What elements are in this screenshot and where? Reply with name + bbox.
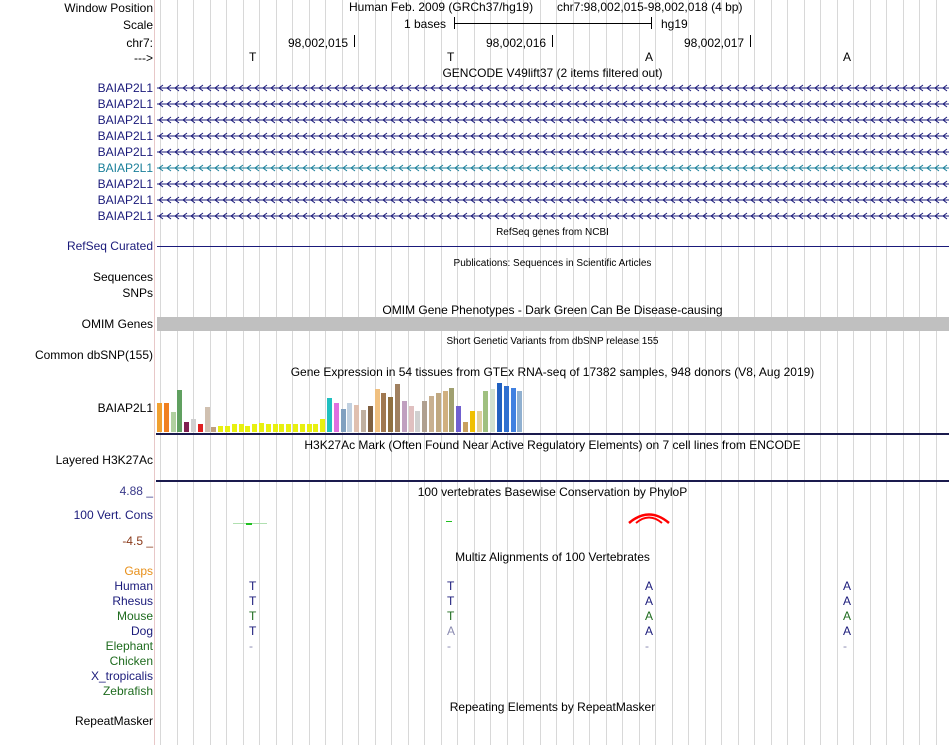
multiz-base: A — [843, 624, 852, 638]
gtex-label[interactable]: BAIAP2L1 — [97, 401, 153, 415]
repeatmasker-title: Repeating Elements by RepeatMasker — [449, 700, 656, 714]
multiz-species-label[interactable]: Chicken — [109, 654, 153, 668]
gencode-gene-label[interactable]: BAIAP2L1 — [97, 81, 153, 95]
multiz-base: A — [447, 624, 456, 638]
label-column-divider — [154, 0, 155, 745]
multiz-base: T — [249, 579, 257, 593]
gtex-bar[interactable] — [279, 424, 284, 432]
gtex-bar[interactable] — [409, 406, 414, 432]
position-title[interactable]: chr7:98,002,015-98,002,018 (4 bp) — [557, 0, 743, 14]
scale-text: 1 bases — [404, 17, 447, 31]
gtex-bar[interactable] — [347, 403, 352, 432]
snps-label[interactable]: SNPs — [122, 286, 153, 300]
dbsnp-title: Short Genetic Variants from dbSNP release 155 — [446, 336, 659, 347]
gtex-bar[interactable] — [477, 411, 482, 432]
gtex-title: Gene Expression in 54 tissues from GTEx RNA-seq of 17382 samples, 948 donors (V8, Aug 2019) — [290, 365, 815, 379]
phylop-label[interactable]: 100 Vert. Cons — [73, 508, 153, 522]
phylop-peak — [628, 512, 670, 524]
gtex-bar[interactable] — [211, 427, 216, 432]
gencode-gene-line[interactable] — [157, 162, 949, 174]
gencode-gene-line[interactable] — [157, 194, 949, 206]
gtex-bar[interactable] — [361, 410, 366, 432]
omim-title: OMIM Gene Phenotypes - Dark Green Can Be Disease-causing — [382, 303, 723, 317]
gtex-bar[interactable] — [293, 424, 298, 432]
multiz-base: - — [645, 639, 649, 653]
gtex-bar[interactable] — [266, 424, 271, 432]
gtex-bar[interactable] — [463, 422, 468, 432]
refseq-label[interactable]: RefSeq Curated — [66, 239, 153, 253]
multiz-species-label[interactable]: Dog — [130, 624, 153, 638]
base-2: T — [447, 50, 455, 64]
gtex-bar[interactable] — [354, 405, 359, 432]
multiz-base: T — [447, 594, 455, 608]
gtex-bar[interactable] — [252, 424, 257, 432]
gtex-bar[interactable] — [205, 407, 210, 432]
gtex-bar[interactable] — [245, 426, 250, 432]
gtex-bar[interactable] — [259, 423, 264, 432]
gtex-bar[interactable] — [225, 426, 230, 432]
window-position-label: Window Position — [64, 1, 153, 15]
gtex-bar[interactable] — [164, 403, 169, 432]
multiz-base: A — [843, 609, 852, 623]
gencode-gene-line[interactable] — [157, 82, 949, 94]
multiz-base: A — [645, 594, 654, 608]
gtex-bar[interactable] — [286, 424, 291, 432]
gtex-bar[interactable] — [511, 388, 516, 432]
multiz-base: - — [447, 639, 451, 653]
gtex-bar[interactable] — [504, 386, 509, 432]
multiz-base: T — [447, 609, 455, 623]
dbsnp-label[interactable]: Common dbSNP(155) — [34, 348, 153, 362]
multiz-base: A — [645, 624, 654, 638]
omim-feature-bar[interactable] — [157, 317, 949, 331]
gtex-bar[interactable] — [307, 424, 312, 432]
multiz-base: A — [843, 594, 852, 608]
multiz-species-label[interactable]: Rhesus — [112, 594, 153, 608]
omim-label[interactable]: OMIM Genes — [81, 317, 153, 331]
repeatmasker-label[interactable]: RepeatMasker — [74, 714, 153, 728]
gtex-bar[interactable] — [456, 406, 461, 432]
coord-1: 98,002,015 — [288, 36, 349, 50]
gencode-gene-label[interactable]: BAIAP2L1 — [97, 97, 153, 111]
strand-label: ---> — [134, 51, 153, 65]
gtex-bar[interactable] — [232, 424, 237, 432]
coord-2: 98,002,016 — [486, 36, 547, 50]
gtex-bar[interactable] — [422, 401, 427, 432]
gtex-bar[interactable] — [381, 393, 386, 432]
gencode-gene-line[interactable] — [157, 178, 949, 190]
gtex-bar[interactable] — [341, 409, 346, 432]
assembly-title: Human Feb. 2009 (GRCh37/hg19) — [349, 0, 534, 14]
db-label: hg19 — [661, 17, 688, 31]
gencode-title: GENCODE V49lift37 (2 items filtered out) — [442, 66, 663, 80]
gtex-bar[interactable] — [184, 422, 189, 432]
multiz-base: - — [249, 639, 253, 653]
gtex-bar[interactable] — [334, 403, 339, 432]
chrom-label: chr7: — [126, 36, 153, 50]
gtex-bar[interactable] — [171, 412, 176, 432]
gtex-bar[interactable] — [395, 384, 400, 432]
gtex-bar[interactable] — [273, 424, 278, 432]
multiz-title: Multiz Alignments of 100 Vertebrates — [455, 550, 650, 564]
gencode-gene-line[interactable] — [157, 130, 949, 142]
base-3: A — [645, 50, 654, 64]
gtex-separator — [156, 433, 949, 435]
phylop-min-label: -4.5 _ — [122, 534, 153, 548]
gtex-bar[interactable] — [218, 426, 223, 432]
phylop-title: 100 vertebrates Basewise Conservation by PhyloP — [417, 485, 688, 499]
multiz-species-label[interactable]: Human — [114, 579, 153, 593]
gtex-bar[interactable] — [320, 419, 325, 432]
phylop-max-label: 4.88 _ — [119, 484, 153, 498]
multiz-base: T — [249, 594, 257, 608]
refseq-title: RefSeq genes from NCBI — [496, 227, 609, 238]
gencode-gene-line[interactable] — [157, 146, 949, 158]
gencode-gene-line[interactable] — [157, 98, 949, 110]
gtex-bar[interactable] — [429, 396, 434, 432]
coord-tick-2 — [552, 35, 553, 47]
multiz-base: A — [645, 609, 654, 623]
gencode-gene-label[interactable]: BAIAP2L1 — [97, 209, 153, 223]
multiz-species-label[interactable]: Elephant — [105, 639, 153, 653]
coord-3: 98,002,017 — [684, 36, 745, 50]
gtex-bar[interactable] — [327, 398, 332, 432]
gencode-gene-line[interactable] — [157, 114, 949, 126]
scale-label: Scale — [122, 18, 153, 32]
coord-tick-1 — [354, 35, 355, 47]
multiz-base: - — [843, 639, 847, 653]
base-4: A — [843, 50, 852, 64]
gtex-bar[interactable] — [191, 419, 196, 432]
coord-tick-3 — [750, 35, 751, 47]
gtex-bar[interactable] — [490, 389, 495, 432]
publications-label[interactable]: Sequences — [92, 270, 153, 284]
gtex-bar[interactable] — [177, 390, 182, 432]
multiz-base: A — [645, 579, 654, 593]
gtex-bar[interactable] — [470, 411, 475, 432]
gtex-bar[interactable] — [375, 389, 380, 432]
gencode-gene-label[interactable]: BAIAP2L1 — [97, 113, 153, 127]
gencode-gene-label[interactable]: BAIAP2L1 — [97, 129, 153, 143]
gtex-bar[interactable] — [388, 397, 393, 432]
gtex-bar[interactable] — [497, 383, 502, 432]
gencode-gene-label[interactable]: BAIAP2L1 — [97, 161, 153, 175]
multiz-base: A — [843, 579, 852, 593]
gtex-bar[interactable] — [368, 406, 373, 432]
multiz-base: T — [249, 624, 257, 638]
gtex-bar[interactable] — [157, 403, 162, 432]
base-1: T — [249, 50, 257, 64]
multiz-species-label[interactable]: X_tropicalis — [90, 669, 153, 683]
gtex-bar[interactable] — [483, 391, 488, 432]
multiz-base: T — [249, 609, 257, 623]
gencode-gene-label[interactable]: BAIAP2L1 — [97, 177, 153, 191]
gtex-bar[interactable] — [517, 391, 522, 432]
multiz-species-label[interactable]: Zebrafish — [102, 684, 153, 698]
gtex-bar[interactable] — [449, 388, 454, 432]
gtex-bar[interactable] — [300, 424, 305, 432]
gtex-bar[interactable] — [402, 401, 407, 432]
h3k27ac-separator — [156, 480, 949, 482]
h3k27ac-label[interactable]: Layered H3K27Ac — [55, 453, 153, 467]
gtex-bar[interactable] — [415, 411, 420, 432]
gaps-label: Gaps — [124, 564, 153, 578]
multiz-species-label[interactable]: Mouse — [116, 609, 153, 623]
gtex-bar[interactable] — [313, 424, 318, 432]
gencode-gene-line[interactable] — [157, 210, 949, 222]
gencode-gene-label[interactable]: BAIAP2L1 — [97, 193, 153, 207]
gencode-gene-label[interactable]: BAIAP2L1 — [97, 145, 153, 159]
multiz-base: T — [447, 579, 455, 593]
gtex-bar[interactable] — [239, 424, 244, 432]
h3k27ac-title: H3K27Ac Mark (Often Found Near Active Regulatory Elements) on 7 cell lines from ENCODE — [304, 438, 801, 452]
gtex-bar[interactable] — [198, 424, 203, 432]
refseq-gene-line[interactable] — [157, 246, 949, 247]
gtex-bar[interactable] — [436, 393, 441, 432]
publications-title: Publications: Sequences in Scientific Articles — [453, 258, 652, 269]
gtex-bar[interactable] — [443, 391, 448, 432]
